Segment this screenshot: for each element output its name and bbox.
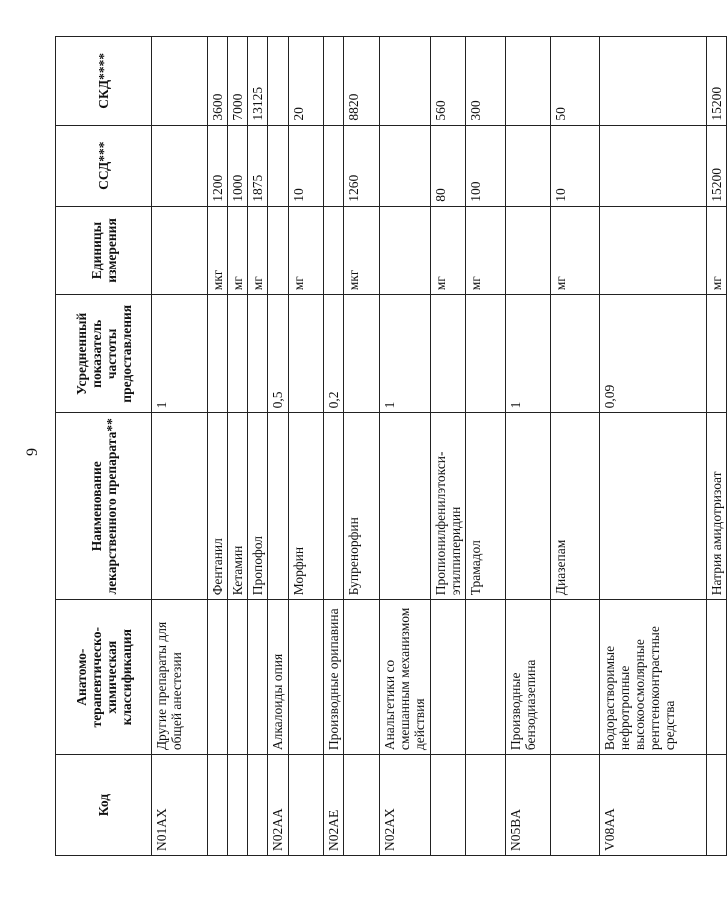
- cell-code: [551, 755, 600, 856]
- cell-skd: 300: [466, 37, 506, 126]
- cell-ssd: [152, 125, 208, 206]
- cell-unit: мкг: [344, 206, 380, 295]
- header-unit: Единицы измерения: [56, 206, 152, 295]
- cell-skd: 13125: [248, 37, 268, 126]
- cell-unit: мг: [551, 206, 600, 295]
- table-row: [600, 37, 707, 856]
- cell-drug-name: [324, 413, 344, 600]
- cell-code: [208, 755, 228, 856]
- cell-ssd: [600, 125, 707, 206]
- cell-ssd: 100: [466, 125, 506, 206]
- cell-unit: [600, 206, 707, 295]
- cell-ssd: [506, 125, 551, 206]
- table-row: [707, 37, 727, 856]
- cell-ssd: 1200: [208, 125, 228, 206]
- cell-skd: 3600: [208, 37, 228, 126]
- cell-drug-name: Фентанил: [208, 413, 228, 600]
- cell-drug-name: Пропофол: [248, 413, 268, 600]
- cell-drug-name: Пропионилфенилэтокси-этилпиперидин: [431, 413, 466, 600]
- cell-frequency: 0,09: [600, 295, 707, 413]
- cell-code: [289, 755, 324, 856]
- cell-skd: [506, 37, 551, 126]
- cell-frequency: 1: [380, 295, 431, 413]
- cell-ssd: 1000: [228, 125, 248, 206]
- cell-ssd: 15200: [707, 125, 727, 206]
- cell-atc-class: Водорастворимые нефротропные высокоосмолярные рентгеноконтрастные средства: [600, 600, 707, 755]
- cell-drug-name: Морфин: [289, 413, 324, 600]
- table-row: [551, 37, 600, 856]
- cell-drug-name: Бупренорфин: [344, 413, 380, 600]
- table-body: [152, 37, 727, 856]
- cell-atc-class: [431, 600, 466, 755]
- cell-atc-class: [208, 600, 228, 755]
- cell-unit: мкг: [208, 206, 228, 295]
- table-row: [208, 37, 228, 856]
- cell-frequency: [431, 295, 466, 413]
- cell-frequency: 0,5: [268, 295, 289, 413]
- table-row: [380, 37, 431, 856]
- cell-drug-name: [600, 413, 707, 600]
- cell-skd: [380, 37, 431, 126]
- cell-atc-class: [551, 600, 600, 755]
- cell-atc-class: Производные орипавина: [324, 600, 344, 755]
- table-row: [466, 37, 506, 856]
- cell-skd: 15200: [707, 37, 727, 126]
- cell-ssd: 1260: [344, 125, 380, 206]
- cell-unit: [506, 206, 551, 295]
- cell-frequency: [707, 295, 727, 413]
- header-atc-class: Анатомо-терапевтическо-химическая классификация: [56, 600, 152, 755]
- cell-code: N05BA: [506, 755, 551, 856]
- cell-skd: 50: [551, 37, 600, 126]
- cell-drug-name: Кетамин: [228, 413, 248, 600]
- cell-drug-name: Диазепам: [551, 413, 600, 600]
- cell-frequency: [344, 295, 380, 413]
- cell-skd: [600, 37, 707, 126]
- cell-atc-class: [707, 600, 727, 755]
- cell-atc-class: [466, 600, 506, 755]
- table-row: [506, 37, 551, 856]
- cell-drug-name: [152, 413, 208, 600]
- table-row: [324, 37, 344, 856]
- cell-code: [466, 755, 506, 856]
- cell-code: [248, 755, 268, 856]
- cell-frequency: 1: [152, 295, 208, 413]
- header-skd: СКД****: [56, 37, 152, 126]
- cell-skd: 7000: [228, 37, 248, 126]
- cell-unit: мг: [289, 206, 324, 295]
- cell-code: N02AX: [380, 755, 431, 856]
- cell-ssd: 10: [289, 125, 324, 206]
- cell-unit: [324, 206, 344, 295]
- cell-code: [707, 755, 727, 856]
- cell-skd: 20: [289, 37, 324, 126]
- cell-code: N02AA: [268, 755, 289, 856]
- cell-atc-class: [344, 600, 380, 755]
- cell-drug-name: [380, 413, 431, 600]
- header-frequency: Усредненный показатель частоты предоставления: [56, 295, 152, 413]
- cell-unit: мг: [248, 206, 268, 295]
- cell-unit: [152, 206, 208, 295]
- cell-code: [344, 755, 380, 856]
- cell-code: N01AX: [152, 755, 208, 856]
- table-row: [228, 37, 248, 856]
- cell-skd: 560: [431, 37, 466, 126]
- page-number: 9: [24, 448, 41, 456]
- header-drug-name: Наименование лекарственного препарата**: [56, 413, 152, 600]
- cell-code: N02AE: [324, 755, 344, 856]
- cell-ssd: 1875: [248, 125, 268, 206]
- cell-frequency: [228, 295, 248, 413]
- cell-atc-class: [228, 600, 248, 755]
- cell-unit: [380, 206, 431, 295]
- cell-ssd: [324, 125, 344, 206]
- cell-frequency: 1: [506, 295, 551, 413]
- rotated-table-container: [55, 36, 724, 856]
- cell-frequency: [289, 295, 324, 413]
- table-row: [152, 37, 208, 856]
- cell-drug-name: [268, 413, 289, 600]
- table-row: [289, 37, 324, 856]
- cell-atc-class: Анальгетики со смешанным механизмом действия: [380, 600, 431, 755]
- cell-ssd: [268, 125, 289, 206]
- cell-atc-class: Другие препараты для общей анестезии: [152, 600, 208, 755]
- table-row: [248, 37, 268, 856]
- cell-ssd: [380, 125, 431, 206]
- cell-code: [431, 755, 466, 856]
- header-ssd: ССД***: [56, 125, 152, 206]
- table-header-row: [56, 37, 152, 856]
- cell-drug-name: [506, 413, 551, 600]
- cell-ssd: 10: [551, 125, 600, 206]
- cell-skd: [152, 37, 208, 126]
- header-code: Код: [56, 755, 152, 856]
- cell-skd: 8820: [344, 37, 380, 126]
- cell-frequency: [466, 295, 506, 413]
- cell-code: [228, 755, 248, 856]
- cell-unit: мг: [466, 206, 506, 295]
- drug-table: [55, 36, 727, 856]
- cell-unit: [268, 206, 289, 295]
- cell-drug-name: Трамадол: [466, 413, 506, 600]
- cell-frequency: [551, 295, 600, 413]
- cell-atc-class: Алкалоиды опия: [268, 600, 289, 755]
- table-row: [431, 37, 466, 856]
- cell-frequency: [248, 295, 268, 413]
- table-row: [268, 37, 289, 856]
- cell-ssd: 80: [431, 125, 466, 206]
- table-row: [344, 37, 380, 856]
- cell-code: V08AA: [600, 755, 707, 856]
- cell-atc-class: [289, 600, 324, 755]
- cell-unit: мг: [431, 206, 466, 295]
- cell-unit: мг: [707, 206, 727, 295]
- cell-skd: [324, 37, 344, 126]
- cell-atc-class: [248, 600, 268, 755]
- cell-drug-name: Натрия амидотризоат: [707, 413, 727, 600]
- cell-frequency: [208, 295, 228, 413]
- cell-unit: мг: [228, 206, 248, 295]
- cell-atc-class: Производные бензодиазепина: [506, 600, 551, 755]
- cell-skd: [268, 37, 289, 126]
- cell-frequency: 0,2: [324, 295, 344, 413]
